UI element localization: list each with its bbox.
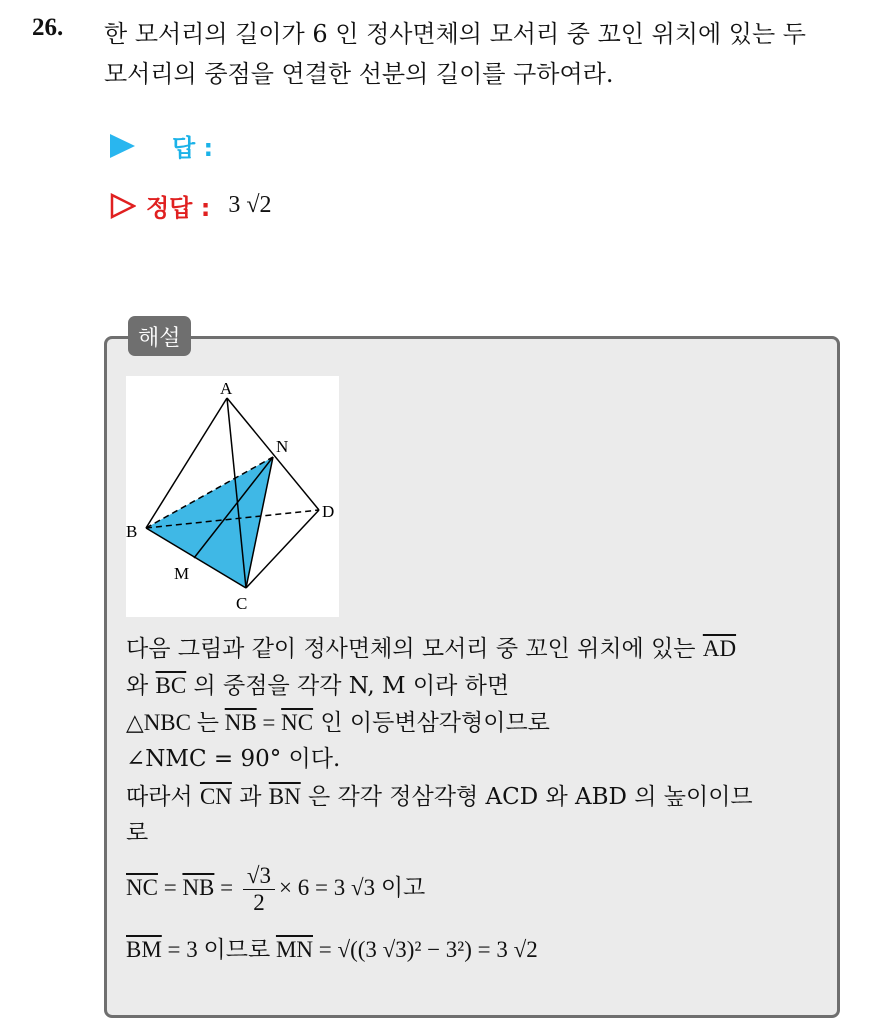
triangle-nbc-fill [146, 457, 273, 588]
solution-text [126, 630, 831, 974]
line3-tri: △NBC 는 [126, 710, 225, 735]
segment-nb-2: $\overline{NB}$ [182, 875, 215, 900]
fraction-denominator: 2 [253, 889, 265, 915]
solution-tag: 해설 [128, 316, 191, 356]
line2-pre: 와 [126, 673, 156, 699]
solution-line8 [126, 926, 831, 974]
label-c: C [236, 594, 248, 613]
problem-text-line1: 한 모서리의 길이가 6 인 정사면체의 모서리 중 꼬인 위치에 있는 두 [104, 20, 806, 48]
answer-label: 답 : [172, 134, 214, 162]
tetrahedron-diagram [126, 376, 339, 617]
segment-mn: $\overline{MN}$ [275, 937, 313, 962]
solution-line1 [126, 630, 831, 667]
correct-answer-value: 3 √2 [228, 192, 272, 218]
segment-bn: $\overline{BN}$ [268, 784, 301, 809]
segment-nb: $\overline{NB}$ [224, 710, 257, 735]
line7-eq1: = [157, 875, 183, 900]
label-a: A [220, 379, 233, 398]
solution-line7 [126, 856, 831, 920]
segment-ad: $\overline{AD}$ [702, 636, 737, 661]
solution-line3 [126, 704, 831, 741]
fraction-numerator: √3 [243, 863, 275, 890]
problem-text-line2: 모서리의 중점을 연결한 선분의 길이를 구하여라. [104, 60, 614, 88]
line7-post: × 6 = 3 √3 이고 [279, 875, 426, 900]
line3-eq: = [256, 710, 282, 735]
line2-post: 의 중점을 각각 N, M 이라 하면 [186, 673, 510, 699]
fraction-sqrt3-over-2 [243, 863, 275, 916]
solution-line4: ∠NMC = 90° 이다. [126, 746, 341, 772]
segment-bm: $\overline{BM}$ [126, 937, 162, 962]
line8-post: = √((3 √3)² − 3²) = 3 √2 [313, 937, 538, 962]
solution-line6: 로 [126, 820, 149, 846]
play-triangle-icon [110, 134, 135, 158]
correct-answer-label: 정답 : [146, 194, 211, 222]
segment-bc: $\overline{BC}$ [155, 673, 187, 698]
line1-text: 다음 그림과 같이 정사면체의 모서리 중 꼬인 위치에 있는 [126, 636, 703, 662]
label-d: D [322, 502, 335, 521]
label-m: M [174, 564, 190, 583]
line5-post: 은 각각 정삼각형 ACD 와 ABD 의 높이이므 [300, 784, 753, 810]
line5-pre: 따라서 [126, 784, 200, 810]
line8-mid: = 3 이므로 [161, 937, 276, 962]
correct-answer-row [110, 188, 272, 223]
line3-post: 인 이등변삼각형이므로 [313, 710, 550, 736]
problem-text [104, 14, 864, 94]
label-n: N [276, 437, 289, 456]
tetrahedron-figure [126, 376, 339, 617]
outline-triangle-icon [110, 193, 136, 219]
line5-mid: 과 [231, 784, 269, 810]
answer-row [110, 128, 213, 163]
solution-line5 [126, 778, 831, 815]
segment-cn: $\overline{CN}$ [199, 784, 232, 809]
solution-line2 [126, 667, 831, 704]
line7-eq2: = [214, 875, 239, 900]
segment-nc-2: $\overline{NC}$ [126, 875, 158, 900]
problem-number: 26. [32, 14, 64, 41]
segment-nc: $\overline{NC}$ [281, 710, 314, 735]
label-b: B [126, 522, 138, 541]
